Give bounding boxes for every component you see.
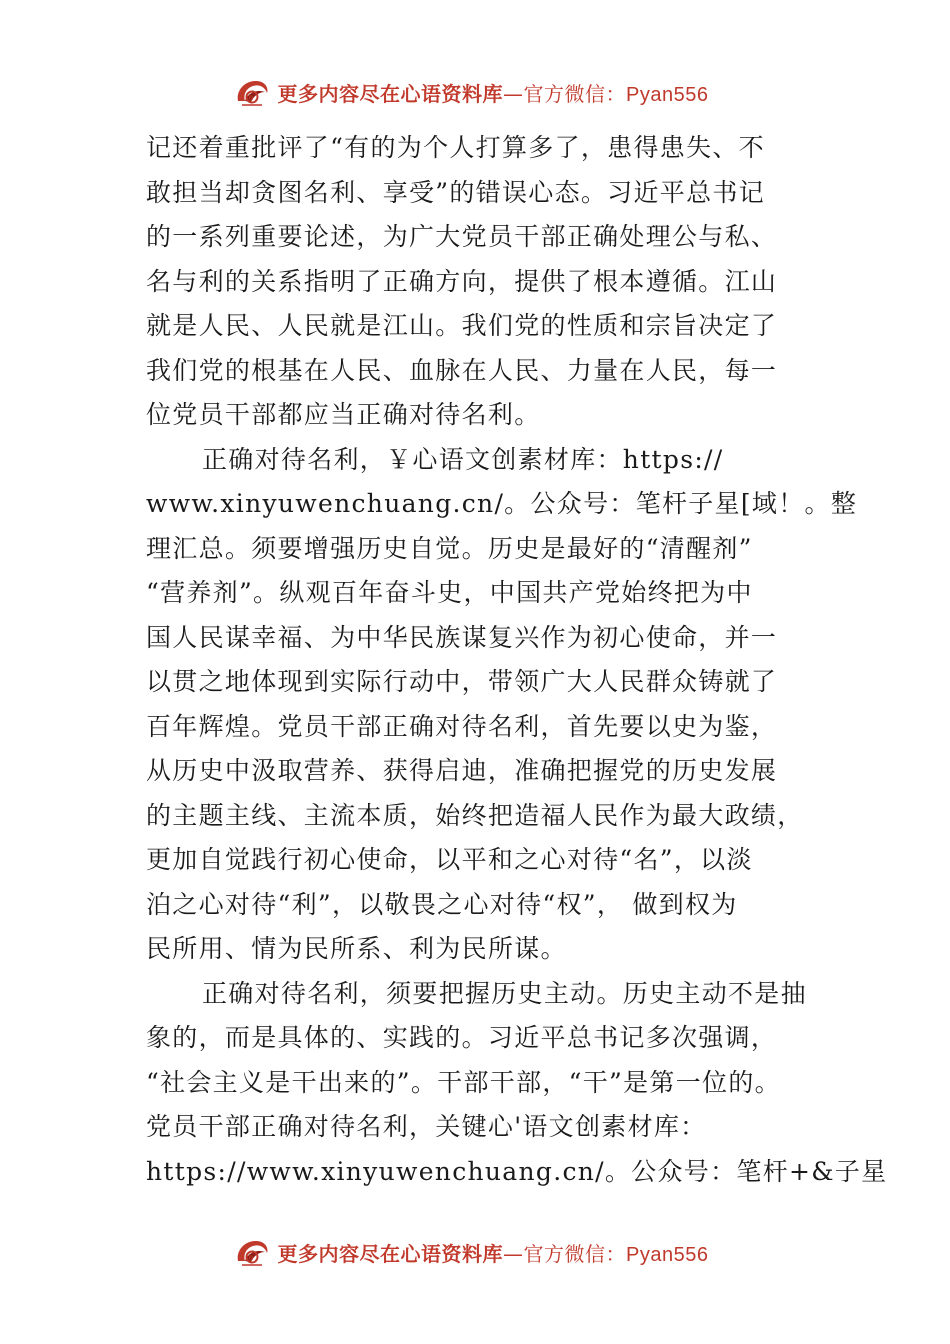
- document-body: [146, 126, 888, 1194]
- header-banner-main: 更多内容尽在心语资料库: [277, 81, 504, 106]
- text-line: 更加自觉践行初心使命，以平和之心对待“名”，以淡: [146, 845, 753, 874]
- text-line: 百年辉煌。党员干部正确对待名利，首先要以史为鉴，: [146, 711, 778, 741]
- text-line: 民所用、情为民所系、利为民所谋。: [146, 934, 567, 963]
- svg-text:e: e: [248, 93, 253, 102]
- text-line: https://www.xinyuwenchuang.cn/。公众号：笔杆+&子星: [146, 1156, 888, 1186]
- text-line: www.xinyuwenchuang.cn/。公众号：笔杆子星[域！。整: [146, 489, 858, 518]
- header-banner-sub: 官方微信：: [523, 81, 627, 106]
- paragraph-start-line: 正确对待名利，须要把握历史主动。历史主动不是抽: [202, 978, 807, 1008]
- text-line: 记还着重批评了“有的为个人打算多了，患得患失、不: [146, 133, 765, 162]
- text-line: 我们党的根基在人民、血脉在人民、力量在人民，每一: [146, 355, 778, 385]
- footer-banner-dash: —: [503, 1241, 524, 1266]
- text-line: 的一系列重要论述，为广大党员干部正确处理公与私、: [146, 222, 778, 251]
- footer-banner-inner: [232, 1235, 709, 1269]
- header-banner-text: [278, 78, 709, 107]
- paragraph-start-line: 正确对待名利，￥心语文创素材库：https://: [202, 444, 724, 474]
- footer-banner-text: [278, 1238, 709, 1267]
- text-line: 名与利的关系指明了正确方向，提供了根本遵循。江山: [146, 266, 778, 296]
- text-line: 敢担当却贪图名利、享受”的错误心态。习近平总书记: [146, 177, 765, 207]
- text-line: 理汇总。须要增强历史自觉。历史是最好的“清醒剂”: [146, 533, 753, 563]
- header-banner: [0, 72, 950, 112]
- text-line: 以贯之地体现到实际行动中，带领广大人民群众铸就了: [146, 667, 778, 696]
- footer-banner: [0, 1232, 950, 1272]
- footer-banner-main: 更多内容尽在心语资料库: [277, 1241, 504, 1266]
- text-line: 泊之心对待“利”，以敬畏之心对待“权”， 做到权为: [146, 889, 738, 919]
- text-line: 象的，而是具体的、实践的。习近平总书记多次强调，: [146, 1023, 778, 1052]
- text-line: 的主题主线、主流本质，始终把造福人民作为最大政绩，: [146, 800, 804, 830]
- text-line: “社会主义是干出来的”。干部干部，“干”是第一位的。: [146, 1067, 781, 1097]
- header-wechat-id: Pyan556: [626, 83, 709, 106]
- text-line: 国人民谋幸福、为中华民族谋复兴作为初心使命，并一: [146, 622, 778, 652]
- brand-logo-icon: [232, 1235, 272, 1269]
- brand-logo-icon: [232, 75, 272, 109]
- footer-wechat-id: Pyan556: [626, 1243, 709, 1266]
- text-line: 位党员干部都应当正确对待名利。: [146, 400, 541, 429]
- footer-banner-sub: 官方微信：: [523, 1241, 627, 1266]
- text-line: 从历史中汲取营养、获得启迪，准确把握党的历史发展: [146, 756, 778, 785]
- header-banner-inner: [232, 75, 709, 109]
- header-banner-dash: —: [503, 81, 524, 106]
- svg-text:e: e: [248, 1253, 253, 1262]
- text-line: “营养剂”。纵观百年奋斗史，中国共产党始终把为中: [146, 578, 753, 607]
- text-line: 就是人民、人民就是江山。我们党的性质和宗旨决定了: [146, 311, 778, 340]
- text-line: 党员干部正确对待名利，关键心'语文创素材库：: [146, 1112, 707, 1141]
